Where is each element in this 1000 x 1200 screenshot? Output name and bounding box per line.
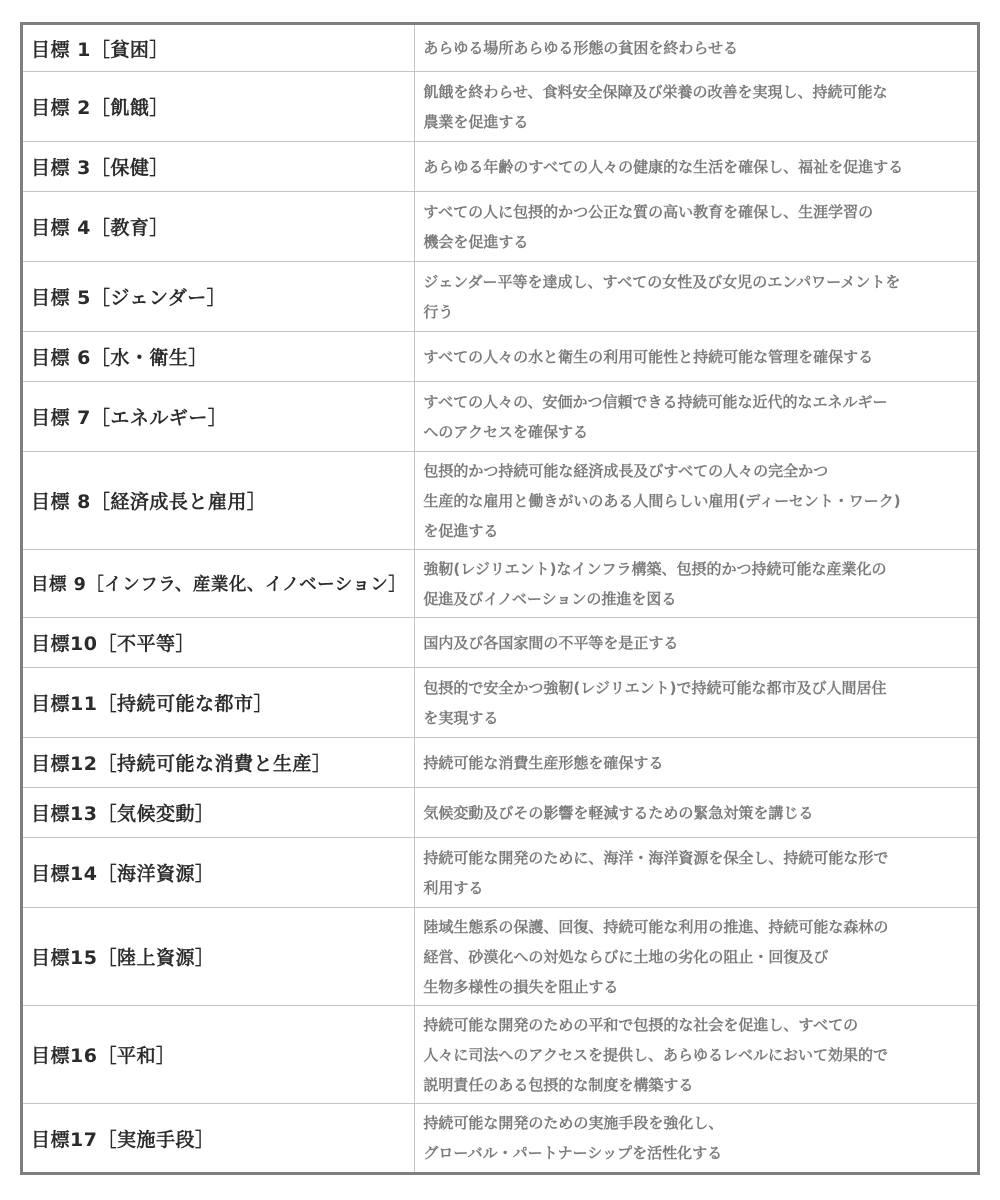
description-line: 促進及びイノベーションの推進を図る	[423, 589, 677, 608]
description-line: を実現する	[423, 708, 499, 727]
goal-label: 目標 2［飢餓］	[22, 72, 415, 142]
description-line: グローバル・パートナーシップを活性化する	[423, 1144, 723, 1162]
description-line: 飢餓を終わらせ、食料安全保障及び栄養の改善を実現し、持続可能な	[423, 82, 888, 101]
description-line: 持続可能な開発のために、海洋・海洋資源を保全し、持続可能な形で	[423, 848, 889, 867]
goal-label: 目標10［不平等］	[22, 618, 415, 668]
description-line: 陸域生態系の保護、回復、持続可能な利用の推進、持続可能な森林の	[423, 917, 889, 936]
table-row	[22, 668, 979, 738]
description-line: 持続可能な開発のための実施手段を強化し、	[423, 1114, 724, 1132]
description-line: 生物多様性の損失を阻止する	[423, 977, 619, 996]
description-line: 利用する	[423, 878, 484, 897]
goal-description	[415, 72, 979, 142]
goal-label: 目標 7［エネルギー］	[22, 382, 415, 452]
goal-description	[415, 838, 979, 908]
description-line: すべての人々の水と衛生の利用可能性と持続可能な管理を確保する	[423, 347, 874, 366]
goal-description	[415, 452, 979, 550]
goal-label: 目標 1［貧困］	[22, 24, 415, 72]
goal-label: 目標 8［経済成長と雇用］	[22, 452, 415, 550]
table-row	[22, 262, 979, 332]
table-row	[22, 452, 979, 550]
goal-label: 目標17［実施手段］	[22, 1104, 415, 1174]
table-row	[22, 838, 979, 908]
goal-description	[415, 908, 979, 1006]
description-line: 人々に司法へのアクセスを提供し、あらゆるレベルにおいて効果的で	[423, 1045, 888, 1064]
description-line: を促進する	[423, 521, 499, 540]
description-line: 行う	[423, 302, 454, 321]
table-row	[22, 332, 979, 382]
goal-description	[415, 550, 979, 618]
goal-label: 目標 5［ジェンダー］	[22, 262, 415, 332]
goal-label: 目標11［持続可能な都市］	[22, 668, 415, 738]
goal-label: 目標 3［保健］	[22, 142, 415, 192]
description-line: すべての人々の、安価かつ信頼できる持続可能な近代的なエネルギー	[423, 392, 888, 411]
goal-description	[415, 382, 979, 452]
goal-description	[415, 738, 979, 788]
description-line: へのアクセスを確保する	[423, 422, 588, 441]
goal-description	[415, 332, 979, 382]
sdg-goals-body	[22, 24, 979, 1174]
goal-label: 目標14［海洋資源］	[22, 838, 415, 908]
goal-description	[415, 24, 979, 72]
table-row	[22, 142, 979, 192]
goal-description	[415, 192, 979, 262]
table-row	[22, 382, 979, 452]
description-line: すべての人に包摂的かつ公正な質の高い教育を確保し、生涯学習の	[423, 202, 874, 221]
goal-description	[415, 788, 979, 838]
goal-description	[415, 1006, 979, 1104]
description-line: 農業を促進する	[423, 112, 529, 131]
table-row	[22, 908, 979, 1006]
description-line: 持続可能な開発のための平和で包摂的な社会を促進し、すべての	[423, 1015, 859, 1034]
goal-description	[415, 142, 979, 192]
sdg-goals-table	[20, 22, 980, 1175]
table-row	[22, 24, 979, 72]
table-row	[22, 72, 979, 142]
table-row	[22, 550, 979, 618]
goal-label: 目標12［持続可能な消費と生産］	[22, 738, 415, 788]
description-line: 包摂的で安全かつ強靭(レジリエント)で持続可能な都市及び人間居住	[423, 678, 887, 697]
goal-label: 目標15［陸上資源］	[22, 908, 415, 1006]
description-line: 持続可能な消費生産形態を確保する	[423, 753, 664, 772]
description-line: 包摂的かつ持続可能な経済成長及びすべての人々の完全かつ	[423, 461, 829, 480]
description-line: あらゆる場所あらゆる形態の貧困を終わらせる	[423, 39, 738, 57]
table-row	[22, 1104, 979, 1174]
table-row	[22, 192, 979, 262]
goal-label: 目標16［平和］	[22, 1006, 415, 1104]
table-row	[22, 1006, 979, 1104]
description-line: 強靭(レジリエント)なインフラ構築、包摂的かつ持続可能な産業化の	[423, 559, 887, 578]
table-row	[22, 618, 979, 668]
goal-label: 目標13［気候変動］	[22, 788, 415, 838]
description-line: 生産的な雇用と働きがいのある人間らしい雇用(ディーセント・ワーク)	[423, 491, 901, 510]
table-row	[22, 738, 979, 788]
goal-label: 目標 6［水・衛生］	[22, 332, 415, 382]
description-line: ジェンダー平等を達成し、すべての女性及び女児のエンパワーメントを	[423, 272, 901, 291]
description-line: 説明責任のある包摂的な制度を構築する	[423, 1075, 694, 1094]
goal-description	[415, 668, 979, 738]
description-line: あらゆる年齢のすべての人々の健康的な生活を確保し、福祉を促進する	[423, 157, 904, 176]
goal-description	[415, 618, 979, 668]
table-row	[22, 788, 979, 838]
goal-description	[415, 1104, 979, 1174]
description-line: 経営、砂漠化への対処ならびに土地の劣化の阻止・回復及び	[423, 947, 829, 966]
goal-label: 目標 4［教育］	[22, 192, 415, 262]
description-line: 国内及び各国家間の不平等を是正する	[423, 633, 679, 652]
goal-description	[415, 262, 979, 332]
description-line: 機会を促進する	[423, 232, 529, 251]
description-line: 気候変動及びその影響を軽減するための緊急対策を講じる	[423, 803, 814, 822]
goal-label: 目標 9［インフラ、産業化、イノベーション］	[22, 550, 415, 618]
